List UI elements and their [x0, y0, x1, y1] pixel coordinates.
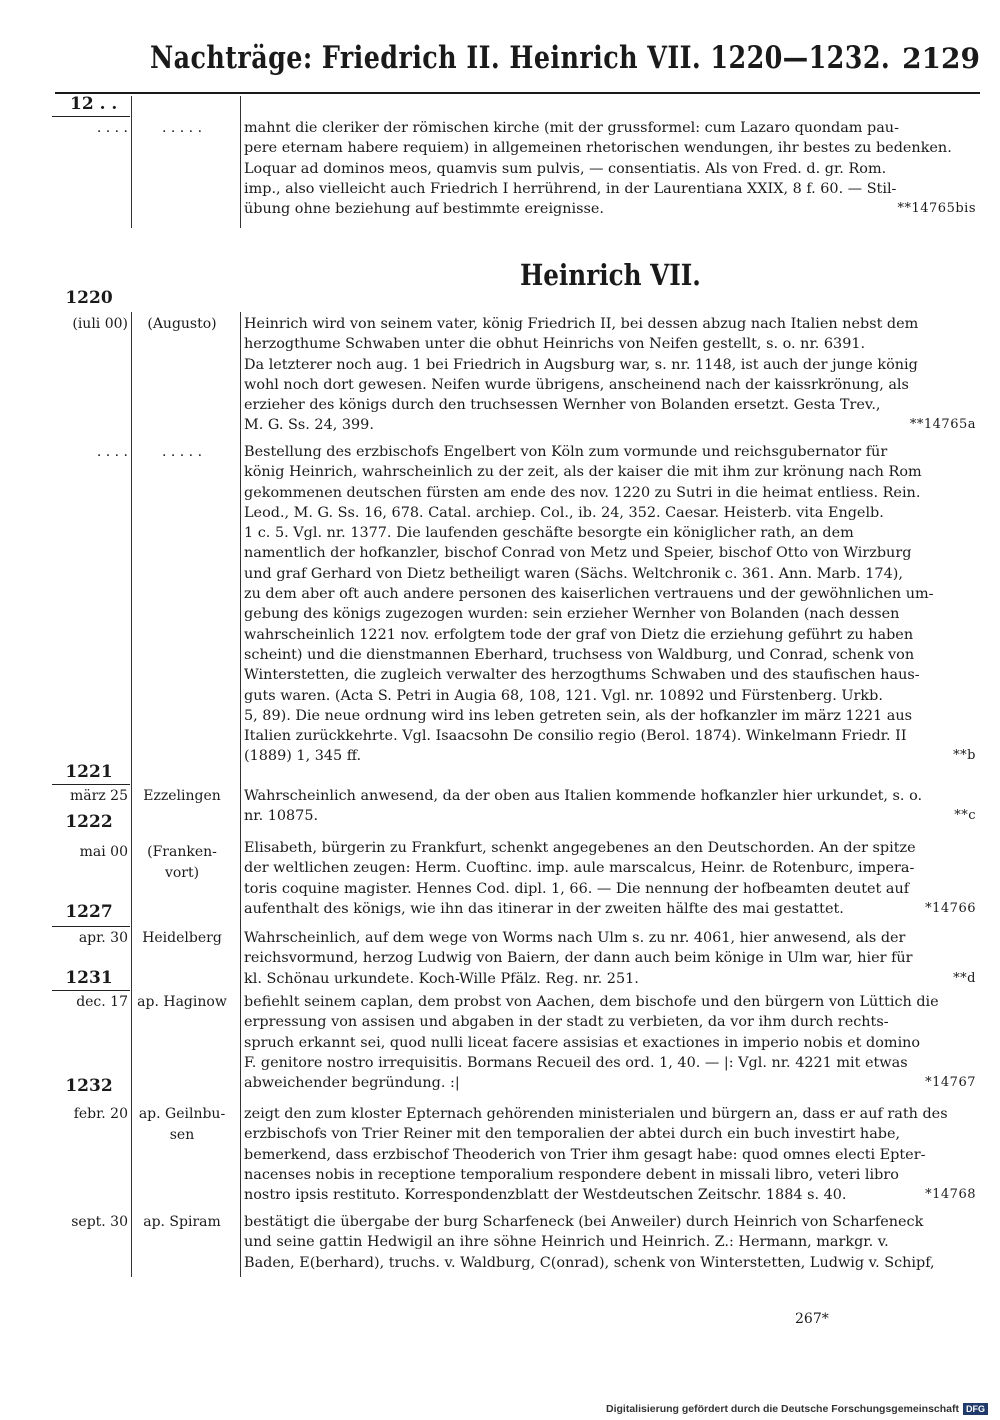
entry-line: pere eternam habere requiem) in allgemeinen rhetorischen wendungen, ihr bestes zu bedenken. — [244, 140, 952, 157]
entry-line: nostro ipsis restituto. Korrespondenzblatt der Westdeutschen Zeitschr. 1884 s. 40. — [244, 1187, 847, 1204]
entry-line: erzbischofs von Trier Reiner mit den temporalien der abtei durch ein buch investirt habe, — [244, 1126, 901, 1143]
entry-last-line — [244, 899, 976, 919]
register-number: *14766 — [925, 900, 976, 916]
entry-line: namentlich der hofkanzler, bischof Conrad von Metz und Speier, bischof Otto von Wirzburg — [244, 545, 912, 562]
register-number: **14765bis — [897, 201, 976, 217]
entry-date: . . . . — [96, 444, 128, 460]
entry-line: übung ohne beziehung auf bestimmte ereignisse. — [244, 201, 604, 218]
entry-line: toris coquine magister. Hennes Cod. dipl. 1, 66. — Die nennung der hofbeamten deutet auf — [244, 880, 910, 897]
entry-line: Da letzterer noch aug. 1 bei Friedrich in Augsburg war, s. nr. 1148, ist auch der junge könig — [244, 356, 918, 373]
entry-line: Heinrich wird von seinem vater, könig Friedrich II, bei dessen abzug nach Italien nebst dem — [244, 316, 919, 332]
entry-line: Leod., M. G. Ss. 16, 678. Catal. archiep. Col., ib. 24, 352. Caesar. Heisterb. vita Engelb. — [244, 504, 884, 521]
entry-line: scheint) und die dienstmannen Eberhard, truchsess von Waldburg, und Conrad, schenk von — [244, 646, 915, 663]
entry-year: 1232 — [65, 1076, 113, 1096]
register-number: *14768 — [925, 1187, 976, 1203]
entry-line: bemerkend, dass erzbischof Theoderich von Trier ihm gesagt habe: quod omnes electi Epter- — [244, 1146, 926, 1163]
entry-place: Ezzelingen — [143, 788, 221, 804]
entry-line: und graf Gerhard von Dietz betheiligt waren (Sächs. Weltchronik c. 361. Ann. Marb. 174), — [244, 565, 903, 582]
entry-date: märz 25 — [70, 788, 128, 804]
entry-text — [244, 786, 976, 827]
entry-last-line — [244, 806, 976, 826]
entry-line: Wahrscheinlich anwesend, da der oben aus Italien kommende hofkanzler hier urkundet, s. o. — [244, 788, 923, 804]
entry-line: mahnt die cleriker der römischen kirche (mit der grussformel: cum Lazaro quondam pau- — [244, 120, 899, 136]
header-rule — [55, 92, 980, 94]
entry-year: 1221 — [65, 762, 113, 782]
entry-line: Italien zurückkehrte. Vgl. Isaacsohn De consilio regio (Berol. 1874). Winkelmann Friedr. II — [244, 728, 907, 745]
entry-line: und seine gattin Hedwigil an ihre söhne Heinrich und Heinrich. Z.: Hermann, markgr. v. — [244, 1234, 889, 1251]
entry-date: dec. 17 — [76, 994, 128, 1010]
entry-line: bestätigt die übergabe der burg Scharfeneck (bei Anweiler) durch Heinrich von Scharfeneck — [244, 1214, 924, 1230]
entry-date: (iuli 00) — [72, 316, 128, 332]
entry-line: F. genitore nostro irrequisitis. Bormans Recueil des ord. 1, 40. — |: Vgl. nr. 4221 mit etwas — [244, 1054, 908, 1071]
column-divider — [131, 96, 132, 228]
entry-line: zu dem aber oft auch andere personen des kaiserlichen vertrauens und der gewöhnlichen um- — [244, 586, 934, 603]
entry-place: ap. Haginow — [137, 994, 227, 1010]
entry-line: M. G. Ss. 24, 399. — [244, 417, 374, 434]
entry-line: Bestellung des erzbischofs Engelbert von Köln zum vormunde und reichsgubernator für — [244, 444, 888, 460]
entry-line: könig Heinrich, wahrscheinlich zu der zeit, als der kaiser die mit ihm zur krönung nach Rom — [244, 464, 922, 481]
entry-line: guts waren. (Acta S. Petri in Augia 68, 108, 121. Vgl. nr. 10892 und Fürstenberg. Urkb. — [244, 687, 883, 704]
entry-text — [244, 314, 976, 436]
entry-text — [244, 1212, 976, 1273]
funding-text: Digitalisierung gefördert durch die Deutsche Forschungsgemeinschaft — [606, 1403, 959, 1415]
entry-date: febr. 20 — [73, 1106, 128, 1122]
entry-year: 1220 — [65, 288, 113, 308]
entry-last-line — [244, 969, 976, 989]
entry-line: imp., also vielleicht auch Friedrich I herrührend, in der Laurentiana XXIX, 8 f. 60. — Stil- — [244, 180, 897, 197]
entry-line: reichsvormund, herzog Ludwig von Baiern, der dann auch beim könige in Ulm war, hier für — [244, 950, 913, 967]
entry-last-line — [244, 199, 976, 219]
entry-text — [244, 442, 976, 767]
entry-text — [244, 1104, 976, 1205]
entry-place: ap. Spiram — [143, 1214, 221, 1230]
entry-place: (Franken-vort) — [147, 844, 217, 881]
entry-last-line — [244, 1073, 976, 1093]
entry-year: 1231 — [65, 968, 113, 988]
entry-date: sept. 30 — [71, 1214, 128, 1230]
register-number: *14767 — [925, 1075, 976, 1091]
entry-last-line — [244, 746, 976, 766]
entry-line: spruch erkannt sei, quod nulli liceat facere assisias et exactiones in imperio nobis et domino — [244, 1034, 921, 1051]
entry-line: der weltlichen zeugen: Herm. Cuoftinc. imp. aule marscalcus, Heinr. de Rotenburc, impera- — [244, 860, 915, 877]
entry-year: 1222 — [65, 812, 113, 832]
year-fragment: 12 . . — [70, 94, 118, 114]
entry-line: gekommenen deutschen fürsten am ende des nov. 1220 zu Sutri in die heimat entliess. Rein. — [244, 484, 921, 501]
entry-text — [244, 992, 976, 1093]
entry-place: . . . . . — [161, 120, 203, 136]
year-rule — [52, 990, 130, 991]
entry-line: erzieher des königs durch den truchsessen Wernher von Bolanden ersetzt. Gesta Trev., — [244, 397, 881, 414]
year-rule — [52, 116, 130, 117]
dfg-logo-icon: DFG — [963, 1403, 988, 1415]
entry-place: . . . . . — [161, 444, 203, 460]
register-number: **b — [953, 748, 976, 764]
year-rule — [52, 784, 130, 785]
register-number: **14765a — [909, 417, 976, 433]
entry-text — [244, 838, 976, 919]
entry-line: abweichender begründung. :| — [244, 1075, 460, 1092]
entry-last-line — [244, 1185, 976, 1205]
year-rule — [52, 926, 130, 927]
entry-line: (1889) 1, 345 ff. — [244, 748, 362, 765]
entry-line: gebung des königs zugezogen wurden: sein erzieher Wernher von Bolanden (nach dessen — [244, 606, 900, 623]
entry-line: befiehlt seinem caplan, dem probst von Aachen, dem bischofe und den bürgern von Lüttich die — [244, 994, 939, 1010]
entry-line: nacenses nobis in receptione temporalium respondere debent in missali libro, veteri libro — [244, 1166, 899, 1183]
running-title: Nachträge: Friedrich II. Heinrich VII. 1220—1232. — [150, 40, 891, 76]
entry-line: Wahrscheinlich, auf dem wege von Worms nach Ulm s. zu nr. 4061, hier anwesend, als der — [244, 930, 906, 946]
entry-line: Winterstetten, die zugleich verwalter des herzogthums Schwaben und des staufischen haus- — [244, 667, 920, 684]
entry-line: wahrscheinlich 1221 nov. erfolgtem tode der graf von Dietz die erziehung geführt zu haben — [244, 626, 914, 643]
column-divider — [240, 96, 241, 228]
entry-text — [244, 118, 976, 219]
entry-place: ap. Geilnbu-sen — [138, 1106, 226, 1143]
entry-date: apr. 30 — [78, 930, 128, 946]
signature-mark: 267* — [795, 1311, 829, 1327]
entry-line: kl. Schönau urkundete. Koch-Wille Pfälz. Reg. nr. 251. — [244, 970, 639, 987]
section-title: Heinrich VII. — [519, 258, 701, 292]
entry-date: . . . . — [96, 120, 128, 136]
entry-year: 1227 — [65, 902, 113, 922]
column-divider — [240, 312, 241, 1277]
entry-line: wohl noch dort gewesen. Neifen wurde übrigens, anscheinend nach der kaissrkrönung, als — [244, 376, 909, 393]
entry-place: (Augusto) — [147, 316, 217, 332]
entry-line: erpressung von assisen und abgaben in der stadt zu verbieten, da vor ihm durch rechts- — [244, 1014, 889, 1031]
entry-line: herzogthume Schwaben unter die obhut Heinrichs von Neifen gestellt, s. o. nr. 6391. — [244, 336, 866, 353]
page-header — [150, 40, 980, 80]
entry-line: zeigt den zum kloster Epternach gehörenden ministerialen und bürgern an, dass er auf rath des — [244, 1106, 948, 1122]
entry-line: 1 c. 5. Vgl. nr. 1377. Die laufenden geschäfte besorgte ein königlicher rath, an dem — [244, 525, 854, 542]
entry-line: Baden, E(berhard), truchs. v. Waldburg, C(onrad), schenk von Winterstetten, Ludwig v. Schipf, — [244, 1254, 935, 1271]
entry-line: Loquar ad dominos meos, quamvis sum pulvis, — consentiatis. Als von Fred. d. gr. Rom. — [244, 160, 887, 177]
funding-note — [606, 1403, 988, 1415]
entry-place: Heidelberg — [142, 930, 222, 946]
entry-line: 5, 89). Die neue ordnung wird ins leben getreten sein, als der hofkanzler im märz 1221 aus — [244, 707, 912, 724]
register-number: **d — [953, 970, 976, 986]
entry-line: Elisabeth, bürgerin zu Frankfurt, schenkt angegebenes an den Deutschorden. An der spitze — [244, 840, 916, 856]
entry-last-line — [244, 415, 976, 435]
page-number: 2129 — [902, 42, 980, 75]
entry-line: aufenthalt des königs, wie ihn das itinerar in der zweiten hälfte des mai gestattet. — [244, 900, 844, 917]
entry-line: nr. 10875. — [244, 808, 319, 825]
entry-text — [244, 928, 976, 989]
register-number: **c — [954, 808, 976, 824]
entry-date: mai 00 — [79, 844, 128, 860]
